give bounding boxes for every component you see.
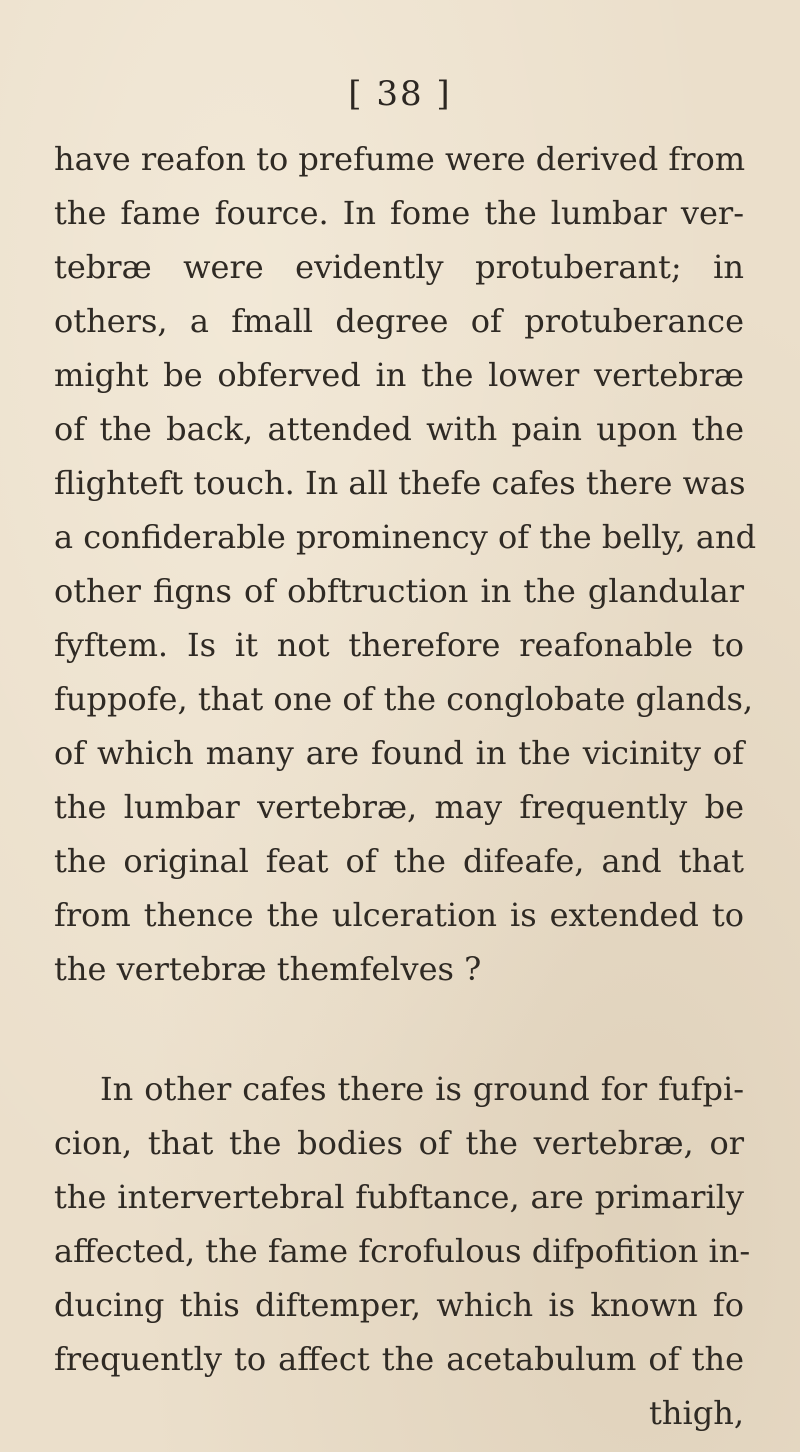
text-line: flighteft touch. In all thefe cafes there was [54,464,746,502]
text-line: frequently to affect the acetabulum of the [54,1340,744,1378]
text-line: the lumbar vertebræ, may frequently be [54,788,744,826]
text-line: the original feat of the difeafe, and that [54,842,744,880]
text-line: of the back, attended with pain upon the [54,410,744,448]
text-line: In other cafes there is ground for fufpi- [100,1070,744,1108]
text-line: the vertebræ themfelves ? [54,950,482,988]
text-line: might be obferved in the lower vertebræ [54,356,744,394]
text-line: fyftem. Is it not therefore reafonable to [54,626,744,664]
text-line: fuppofe, that one of the conglobate glands, [54,680,754,718]
text-line: others, a fmall degree of protuberance [54,302,744,340]
text-line: of which many are found in the vicinity of [54,734,744,772]
text-line: the fame fource. In fome the lumbar ver- [54,194,744,232]
text-line: thigh, [649,1394,744,1432]
text-line: the intervertebral fubftance, are primarily [54,1178,744,1216]
text-line: tebræ were evidently protuberant; in [54,248,744,286]
page-number: [ 38 ] [348,74,452,114]
text-line: ducing this diftemper, which is known fo [54,1286,744,1324]
text-line: a confiderable prominency of the belly, and [54,518,757,556]
text-line: have reafon to prefume were derived from [54,140,746,178]
text-line: from thence the ulceration is extended to [54,896,744,934]
text-line: cion, that the bodies of the vertebræ, or [54,1124,744,1162]
text-line: other figns of obftruction in the glandular [54,572,744,610]
text-line: affected, the fame fcrofulous difpofition in- [54,1232,751,1270]
